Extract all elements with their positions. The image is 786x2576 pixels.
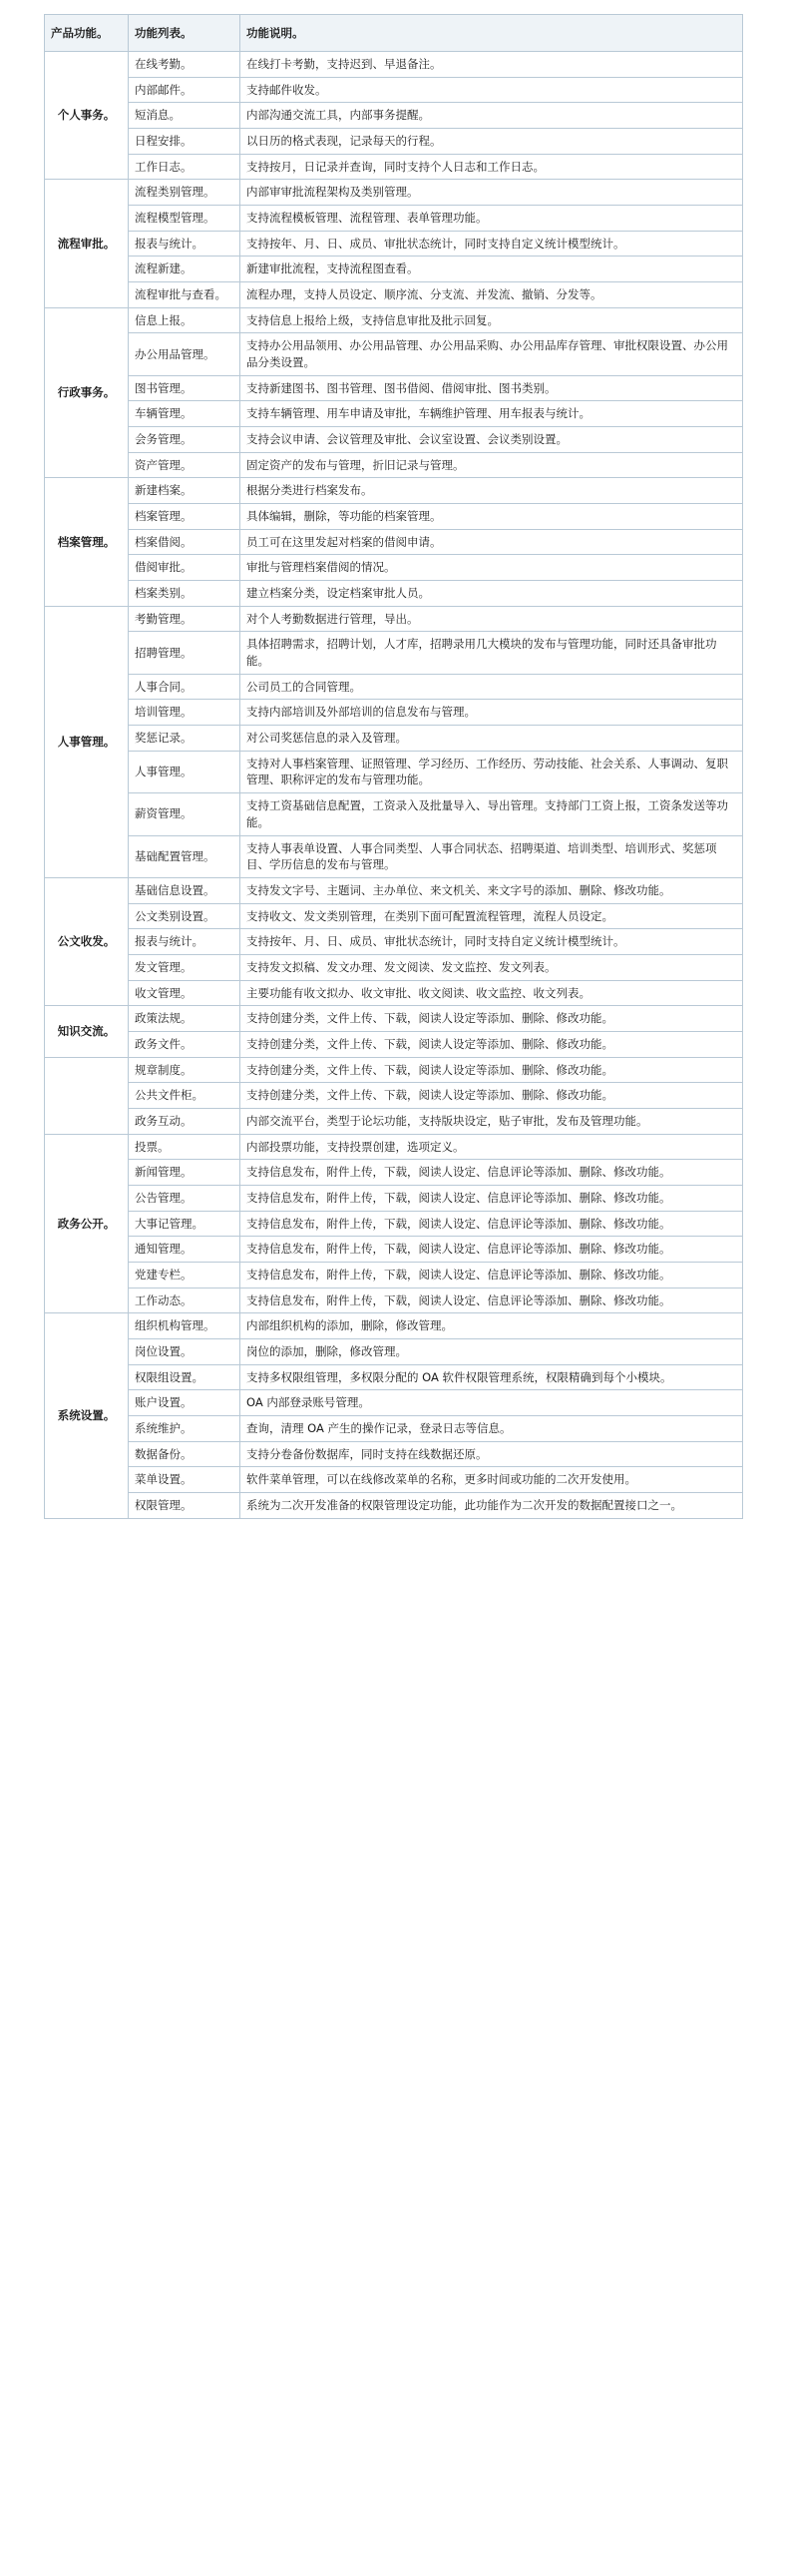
feature-cell: 日程安排。 <box>129 129 240 155</box>
description-cell: 在线打卡考勤，支持迟到、早退备注。 <box>240 52 743 78</box>
description-cell: 支持多权限组管理，多权限分配的 OA 软件权限管理系统，权限精确到每个小模块。 <box>240 1364 743 1390</box>
feature-cell: 账户设置。 <box>129 1390 240 1416</box>
table-row <box>45 77 743 103</box>
table-row <box>45 504 743 530</box>
header-product-function: 产品功能。 <box>45 15 129 52</box>
group-cell: 系统设置。 <box>45 1313 129 1518</box>
description-cell: 支持流程模板管理、流程管理、表单管理功能。 <box>240 206 743 232</box>
feature-cell: 流程类别管理。 <box>129 180 240 206</box>
description-cell: 支持信息发布，附件上传，下载，阅读人设定、信息评论等添加、删除、修改功能。 <box>240 1211 743 1237</box>
description-cell: 支持创建分类，文件上传、下载，阅读人设定等添加、删除、修改功能。 <box>240 1057 743 1083</box>
feature-cell: 会务管理。 <box>129 427 240 453</box>
description-cell: 内部交流平台，类型于论坛功能，支持版块设定，贴子审批，发布及管理功能。 <box>240 1108 743 1134</box>
description-cell: 支持对人事档案管理、证照管理、学习经历、工作经历、劳动技能、社会关系、人事调动、复职管理、职称评定的发布与管理功能。 <box>240 751 743 792</box>
feature-cell: 政务文件。 <box>129 1031 240 1057</box>
feature-matrix-table <box>44 14 743 1519</box>
table-row <box>45 231 743 257</box>
table-row <box>45 1108 743 1134</box>
table-row <box>45 401 743 427</box>
description-cell: 公司员工的合同管理。 <box>240 674 743 700</box>
feature-cell: 培训管理。 <box>129 700 240 726</box>
header-function-list: 功能列表。 <box>129 15 240 52</box>
description-cell: 支持办公用品领用、办公用品管理、办公用品采购、办公用品库存管理、审批权限设置、办公用品分类设置。 <box>240 333 743 375</box>
feature-cell: 考勤管理。 <box>129 606 240 632</box>
description-cell: 支持创建分类，文件上传、下载，阅读人设定等添加、删除、修改功能。 <box>240 1006 743 1032</box>
feature-cell: 人事管理。 <box>129 751 240 792</box>
description-cell: 支持信息发布，附件上传，下载，阅读人设定、信息评论等添加、删除、修改功能。 <box>240 1288 743 1313</box>
feature-cell: 基础配置管理。 <box>129 835 240 877</box>
table-row <box>45 129 743 155</box>
table-row <box>45 632 743 674</box>
description-cell: 根据分类进行档案发布。 <box>240 478 743 504</box>
description-cell: 支持创建分类，文件上传、下载，阅读人设定等添加、删除、修改功能。 <box>240 1031 743 1057</box>
feature-cell: 档案类别。 <box>129 581 240 607</box>
table-row <box>45 307 743 333</box>
feature-cell: 在线考勤。 <box>129 52 240 78</box>
feature-cell: 新建档案。 <box>129 478 240 504</box>
table-row <box>45 1262 743 1288</box>
feature-cell: 组织机构管理。 <box>129 1313 240 1339</box>
table-row <box>45 478 743 504</box>
table-row <box>45 1313 743 1339</box>
feature-cell: 政务互动。 <box>129 1108 240 1134</box>
description-cell: 内部审审批流程架构及类别管理。 <box>240 180 743 206</box>
feature-cell: 车辆管理。 <box>129 401 240 427</box>
feature-cell: 系统维护。 <box>129 1415 240 1441</box>
table-row <box>45 282 743 308</box>
description-cell: 支持按年、月、日、成员、审批状态统计，同时支持自定义统计模型统计。 <box>240 231 743 257</box>
header-function-description: 功能说明。 <box>240 15 743 52</box>
description-cell: 支持按年、月、日、成员、审批状态统计，同时支持自定义统计模型统计。 <box>240 929 743 955</box>
feature-cell: 投票。 <box>129 1134 240 1160</box>
feature-cell: 流程新建。 <box>129 257 240 282</box>
description-cell: 内部沟通交流工具，内部事务提醒。 <box>240 103 743 129</box>
feature-cell: 工作日志。 <box>129 154 240 180</box>
feature-cell: 人事合同。 <box>129 674 240 700</box>
table-row <box>45 1338 743 1364</box>
description-cell: 员工可在这里发起对档案的借阅申请。 <box>240 529 743 555</box>
feature-cell: 档案借阅。 <box>129 529 240 555</box>
group-cell: 档案管理。 <box>45 478 129 606</box>
group-cell: 政务公开。 <box>45 1134 129 1313</box>
description-cell: 固定资产的发布与管理，折旧记录与管理。 <box>240 452 743 478</box>
table-row <box>45 52 743 78</box>
group-cell: 个人事务。 <box>45 52 129 180</box>
description-cell: 支持人事表单设置、人事合同类型、人事合同状态、招聘渠道、培训类型、培训形式、奖惩项目、学历信息的发布与管理。 <box>240 835 743 877</box>
feature-cell: 工作动态。 <box>129 1288 240 1313</box>
description-cell: 支持发文字号、主题词、主办单位、来文机关、来文字号的添加、删除、修改功能。 <box>240 877 743 903</box>
table-row <box>45 674 743 700</box>
description-cell: 流程办理，支持人员设定、顺序流、分支流、并发流、撤销、分发等。 <box>240 282 743 308</box>
table-row <box>45 1441 743 1467</box>
table-row <box>45 375 743 401</box>
description-cell: 支持发文拟稿、发文办理、发文阅读、发文监控、发文列表。 <box>240 954 743 980</box>
description-cell: 支持按月，日记录并查询，同时支持个人日志和工作日志。 <box>240 154 743 180</box>
feature-cell: 奖惩记录。 <box>129 726 240 752</box>
description-cell: 支持信息发布，附件上传，下载，阅读人设定、信息评论等添加、删除、修改功能。 <box>240 1262 743 1288</box>
table-row <box>45 835 743 877</box>
table-row <box>45 1415 743 1441</box>
table-row <box>45 206 743 232</box>
description-cell: 支持车辆管理、用车申请及审批，车辆维护管理、用车报表与统计。 <box>240 401 743 427</box>
feature-cell: 基础信息设置。 <box>129 877 240 903</box>
table-row <box>45 257 743 282</box>
description-cell: 支持邮件收发。 <box>240 77 743 103</box>
table-row <box>45 1237 743 1263</box>
table-row <box>45 1006 743 1032</box>
description-cell: 具体招聘需求，招聘计划，人才库，招聘录用几大模块的发布与管理功能，同时还具备审批功能。 <box>240 632 743 674</box>
table-row <box>45 1057 743 1083</box>
feature-cell: 流程审批与查看。 <box>129 282 240 308</box>
feature-cell: 发文管理。 <box>129 954 240 980</box>
description-cell: 支持分卷备份数据库，同时支持在线数据还原。 <box>240 1441 743 1467</box>
description-cell: 支持信息上报给上级，支持信息审批及批示回复。 <box>240 307 743 333</box>
feature-cell: 收文管理。 <box>129 980 240 1006</box>
description-cell: 岗位的添加，删除，修改管理。 <box>240 1338 743 1364</box>
description-cell: 建立档案分类，设定档案审批人员。 <box>240 581 743 607</box>
description-cell: 支持内部培训及外部培训的信息发布与管理。 <box>240 700 743 726</box>
group-cell: 人事管理。 <box>45 606 129 877</box>
feature-cell: 信息上报。 <box>129 307 240 333</box>
feature-cell: 短消息。 <box>129 103 240 129</box>
description-cell: 内部组织机构的添加，删除，修改管理。 <box>240 1313 743 1339</box>
feature-cell: 党建专栏。 <box>129 1262 240 1288</box>
description-cell: 支持信息发布，附件上传，下载，阅读人设定、信息评论等添加、删除、修改功能。 <box>240 1160 743 1186</box>
table-body <box>45 52 743 1519</box>
feature-cell: 图书管理。 <box>129 375 240 401</box>
table-row <box>45 103 743 129</box>
table-row <box>45 180 743 206</box>
feature-cell: 公告管理。 <box>129 1185 240 1211</box>
description-cell: 支持工资基础信息配置，工资录入及批量导入、导出管理。支持部门工资上报，工资条发送等功能。 <box>240 793 743 835</box>
description-cell: 以日历的格式表现，记录每天的行程。 <box>240 129 743 155</box>
description-cell: 具体编辑，删除，等功能的档案管理。 <box>240 504 743 530</box>
feature-cell: 权限组设置。 <box>129 1364 240 1390</box>
description-cell: 主要功能有收文拟办、收文审批、收文阅读、收文监控、收文列表。 <box>240 980 743 1006</box>
feature-cell: 招聘管理。 <box>129 632 240 674</box>
feature-cell: 资产管理。 <box>129 452 240 478</box>
table-row <box>45 1390 743 1416</box>
table-row <box>45 726 743 752</box>
table-row <box>45 1211 743 1237</box>
feature-cell: 数据备份。 <box>129 1441 240 1467</box>
table-row <box>45 751 743 792</box>
table-row <box>45 529 743 555</box>
table-row <box>45 1083 743 1109</box>
feature-cell: 报表与统计。 <box>129 231 240 257</box>
table-row <box>45 980 743 1006</box>
feature-cell: 规章制度。 <box>129 1057 240 1083</box>
table-row <box>45 1467 743 1493</box>
feature-cell: 薪资管理。 <box>129 793 240 835</box>
table-row <box>45 154 743 180</box>
feature-cell: 流程模型管理。 <box>129 206 240 232</box>
description-cell: 查询，清理 OA 产生的操作记录，登录日志等信息。 <box>240 1415 743 1441</box>
group-cell <box>45 1057 129 1134</box>
table-row <box>45 1185 743 1211</box>
table-row <box>45 427 743 453</box>
description-cell: 支持收文、发文类别管理，在类别下面可配置流程管理，流程人员设定。 <box>240 903 743 929</box>
group-cell: 行政事务。 <box>45 307 129 478</box>
group-cell: 公文收发。 <box>45 877 129 1005</box>
feature-cell: 档案管理。 <box>129 504 240 530</box>
table-row <box>45 1031 743 1057</box>
feature-cell: 菜单设置。 <box>129 1467 240 1493</box>
feature-cell: 内部邮件。 <box>129 77 240 103</box>
table-row <box>45 1160 743 1186</box>
description-cell: 系统为二次开发准备的权限管理设定功能，此功能作为二次开发的数据配置接口之一。 <box>240 1492 743 1518</box>
table-row <box>45 1288 743 1313</box>
feature-cell: 公文类别设置。 <box>129 903 240 929</box>
description-cell: OA 内部登录账号管理。 <box>240 1390 743 1416</box>
description-cell: 对个人考勤数据进行管理，导出。 <box>240 606 743 632</box>
group-cell: 知识交流。 <box>45 1006 129 1057</box>
table-row <box>45 555 743 581</box>
feature-cell: 权限管理。 <box>129 1492 240 1518</box>
header-row <box>45 15 743 52</box>
table-row <box>45 333 743 375</box>
description-cell: 支持新建图书、图书管理、图书借阅、借阅审批、图书类别。 <box>240 375 743 401</box>
feature-cell: 公共文件柜。 <box>129 1083 240 1109</box>
feature-cell: 办公用品管理。 <box>129 333 240 375</box>
table-row <box>45 606 743 632</box>
feature-cell: 岗位设置。 <box>129 1338 240 1364</box>
feature-cell: 报表与统计。 <box>129 929 240 955</box>
feature-cell: 通知管理。 <box>129 1237 240 1263</box>
table-row <box>45 581 743 607</box>
description-cell: 审批与管理档案借阅的情况。 <box>240 555 743 581</box>
group-cell: 流程审批。 <box>45 180 129 307</box>
table-row <box>45 1134 743 1160</box>
description-cell: 对公司奖惩信息的录入及管理。 <box>240 726 743 752</box>
table-row <box>45 929 743 955</box>
description-cell: 支持信息发布，附件上传，下载，阅读人设定、信息评论等添加、删除、修改功能。 <box>240 1185 743 1211</box>
description-cell: 支持创建分类，文件上传、下载，阅读人设定等添加、删除、修改功能。 <box>240 1083 743 1109</box>
description-cell: 新建审批流程，支持流程图查看。 <box>240 257 743 282</box>
feature-cell: 借阅审批。 <box>129 555 240 581</box>
table-row <box>45 700 743 726</box>
description-cell: 内部投票功能，支持投票创建，选项定义。 <box>240 1134 743 1160</box>
feature-cell: 新闻管理。 <box>129 1160 240 1186</box>
description-cell: 支持会议申请、会议管理及审批、会议室设置、会议类别设置。 <box>240 427 743 453</box>
table-row <box>45 793 743 835</box>
table-row <box>45 903 743 929</box>
feature-cell: 政策法规。 <box>129 1006 240 1032</box>
description-cell: 软件菜单管理，可以在线修改菜单的名称，更多时间或功能的二次开发使用。 <box>240 1467 743 1493</box>
table-row <box>45 452 743 478</box>
table-row <box>45 1364 743 1390</box>
feature-cell: 大事记管理。 <box>129 1211 240 1237</box>
table-row <box>45 1492 743 1518</box>
table-row <box>45 877 743 903</box>
description-cell: 支持信息发布，附件上传，下载，阅读人设定、信息评论等添加、删除、修改功能。 <box>240 1237 743 1263</box>
table-head <box>45 15 743 52</box>
table-row <box>45 954 743 980</box>
